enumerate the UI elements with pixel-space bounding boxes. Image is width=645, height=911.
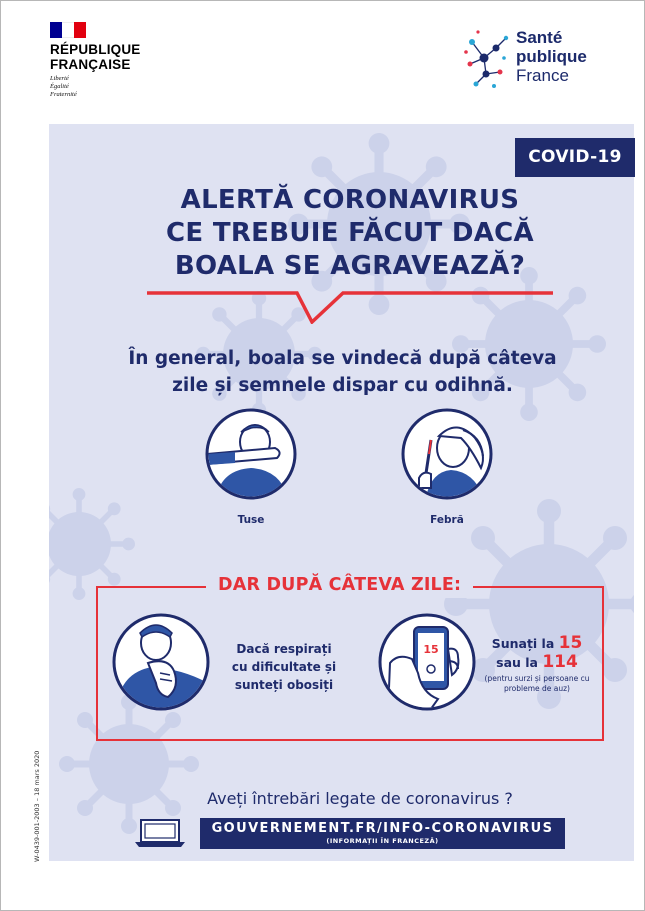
fever-icon: [401, 408, 493, 500]
breathing-line1: Dacă respirați: [236, 642, 332, 656]
symptom-label-cough: Tuse: [237, 514, 265, 526]
agency-name-line2: publique: [516, 47, 587, 66]
breathing-line3: sunteți obosiți: [234, 678, 334, 692]
republique-francaise-logo: [50, 22, 141, 99]
call-text: [478, 634, 596, 694]
molecule-logo-icon: [462, 28, 514, 98]
intro-line1: În general, boala se vindecă după câteva: [128, 348, 557, 369]
symptom-label-fever: Febră: [430, 514, 464, 526]
speech-bubble-underline: [147, 288, 553, 324]
info-link-box[interactable]: [200, 818, 565, 849]
breathing-difficulty-icon: [112, 613, 210, 711]
motto-egalite: Égalité: [50, 83, 69, 90]
agency-name: [516, 28, 587, 85]
call-prefix2: sau la: [496, 655, 543, 670]
laptop-icon: [134, 818, 186, 848]
phone-screen-number: 15: [423, 643, 439, 656]
cough-icon: [205, 408, 297, 500]
symptom-cough: [196, 408, 306, 526]
sante-publique-france-logo: [462, 24, 622, 104]
motto-liberte: Liberté: [50, 75, 69, 82]
page-title: [100, 184, 600, 283]
info-url-note: (INFORMAȚII ÎN FRANCEZĂ): [326, 837, 439, 845]
title-line1: ALERTĂ CORONAVIRUS: [180, 185, 520, 215]
republic-name-line1: RÉPUBLIQUE: [50, 42, 141, 57]
info-url-link[interactable]: GOUVERNEMENT.FR/INFO-CORONAVIRUS: [211, 821, 554, 836]
republic-name-line2: FRANÇAISE: [50, 57, 131, 72]
title-line3: BOALA SE AGRAVEAZĂ?: [174, 251, 526, 281]
title-line2: CE TREBUIE FĂCUT DACĂ: [166, 218, 534, 248]
call-prefix1: Sunați la: [491, 636, 559, 651]
republic-name: [50, 42, 141, 72]
call-number-15: 15: [558, 633, 583, 653]
french-flag-icon: [50, 22, 86, 38]
covid-badge: COVID-19: [515, 138, 635, 177]
call-number-114: 114: [542, 652, 578, 672]
document-reference-code: W-0439-001-2003 – 18 mars 2020: [33, 750, 41, 862]
republic-motto: [50, 75, 141, 99]
intro-text: [90, 345, 595, 399]
alert-heading: DAR DUPĂ CÂTEVA ZILE:: [206, 572, 473, 598]
breathing-line2: cu dificultate și: [231, 660, 337, 674]
agency-name-line1: Santé: [516, 28, 563, 47]
faq-question: Aveți întrebări legate de coronavirus ?: [207, 789, 513, 808]
intro-line2: zile și semnele dispar cu odihnă.: [172, 375, 513, 396]
motto-fraternite: Fraternité: [50, 91, 77, 98]
agency-name-line3: France: [516, 66, 569, 85]
symptom-fever: [392, 408, 502, 526]
breathing-text: [222, 640, 346, 694]
phone-call-icon: [378, 613, 476, 711]
call-note: (pentru surzi și persoane cu probleme de auz): [484, 674, 590, 693]
